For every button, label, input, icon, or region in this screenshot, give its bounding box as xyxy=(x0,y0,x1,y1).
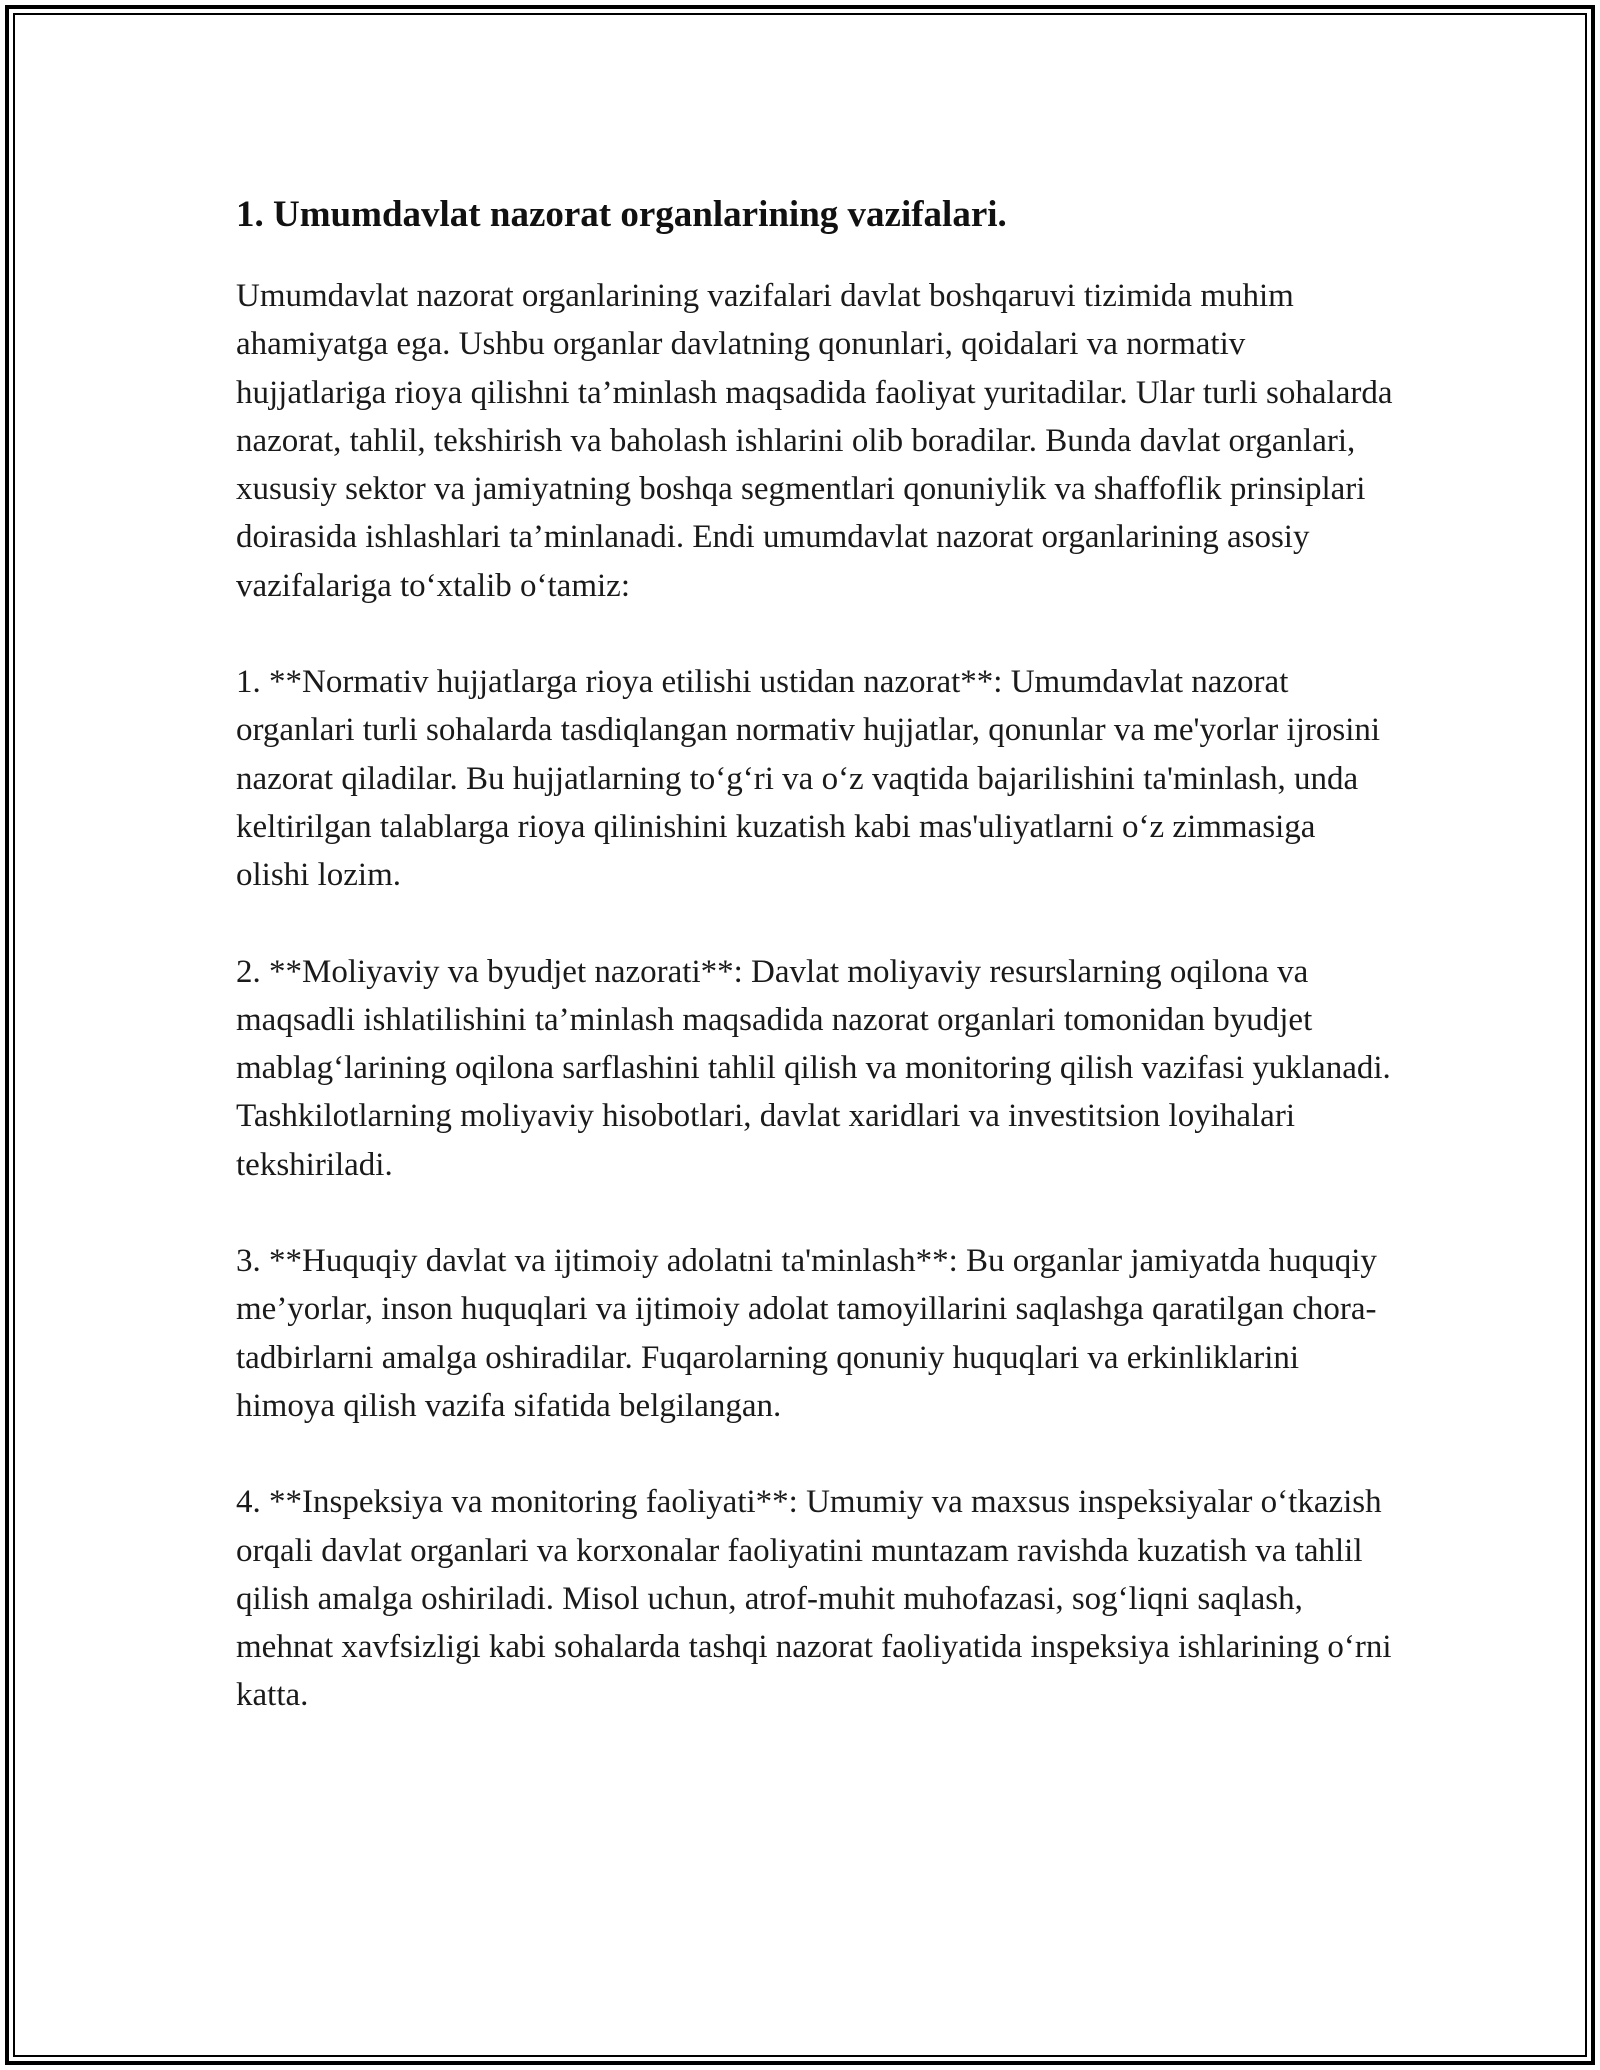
list-item-normative-control: 1. **Normativ hujjatlarga rioya etilishi ustidan nazorat**: Umumdavlat nazorat organlari turli sohalarda tasdiqlangan normativ hujjatlar, qonunlar va me'yorlar ijrosini nazorat qiladilar. Bu hujjatlarning to‘g‘ri va o‘z vaqtida bajarilishini ta'minlash, unda keltirilgan talablarga rioya qilinishini kuzatish kabi mas'uliyatlarni o‘z zimmasiga olishi lozim. xyxy=(236,664,1381,894)
list-item-legal-justice: 3. **Huquqiy davlat va ijtimoiy adolatni ta'minlash**: Bu organlar jamiyatda huquqiy me’yorlar, inson huquqlari va ijtimoiy adolat tamoyillarini saqlashga qaratilgan chora-tadbirlarni amalga oshiradilar. Fuqarolarning qonuniy huquqlari va erkinliklarini himoya qilish vazifa sifatida belgilangan. xyxy=(236,1243,1377,1424)
list-item-inspection-monitoring: 4. **Inspeksiya va monitoring faoliyati**: Umumiy va maxsus inspeksiyalar o‘tkazish orqali davlat organlari va korxonalar faoliyatini muntazam ravishda kuzatish va tahlil qilish amalga oshiriladi. Misol uchun, atrof-muhit muhofazasi, sog‘liqni saqlash, mehnat xavfsizligi kabi sohalarda tashqi nazorat faoliyatida inspeksiya ishlarining o‘rni katta. xyxy=(236,1484,1392,1714)
document-body xyxy=(236,186,1396,1768)
intro-paragraph: Umumdavlat nazorat organlarining vazifalari davlat boshqaruvi tizimida muhim ahamiyatga ega. Ushbu organlar davlatning qonunlari, qoidalari va normativ hujjatlariga rioya qilishni ta’minlash maqsadida faoliyat yuritadilar. Ular turli sohalarda nazorat, tahlil, tekshirish va baholash ishlarini olib boradilar. Bunda davlat organlari, xususiy sektor va jamiyatning boshqa segmentlari qonuniylik va shaffoflik prinsiplari doirasida ishlashlari ta’minlanadi. Endi umumdavlat nazorat organlarining asosiy vazifalariga to‘xtalib o‘tamiz: xyxy=(236,278,1393,604)
document-title: 1. Umumdavlat nazorat organlarining vazifalari. xyxy=(236,194,1007,235)
list-item-financial-control: 2. **Moliyaviy va byudjet nazorati**: Davlat moliyaviy resurslarning oqilona va maqsadli ishlatilishini ta’minlash maqsadida nazorat organlari tomonidan byudjet mablag‘larining oqilona sarflashini tahlil qilish va monitoring qilish vazifasi yuklanadi. Tashkilotlarning moliyaviy hisobotlari, davlat xaridlari va investitsion loyihalari tekshiriladi. xyxy=(236,953,1391,1183)
